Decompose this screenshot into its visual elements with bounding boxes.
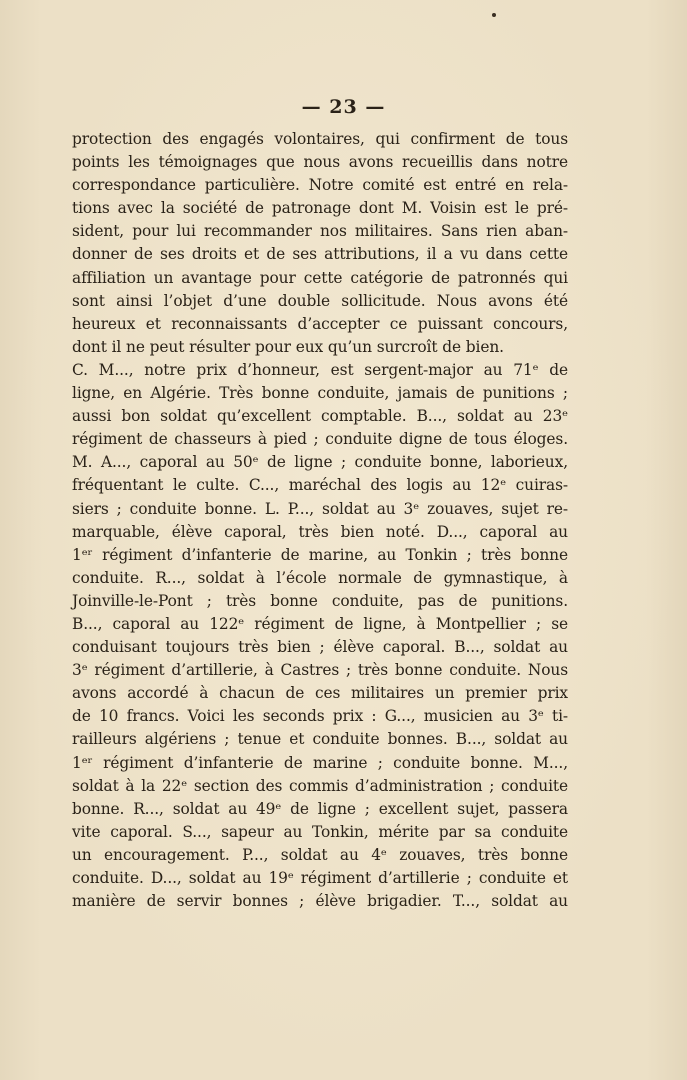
text-line: sont ainsi l’objet d’une double sollicitude. Nous avons été: [72, 291, 568, 310]
text-line: tions avec la société de patronage dont M. Voisin est le pré-: [72, 199, 568, 218]
text-line: dont il ne peut résulter pour eux qu’un surcroît de bien.: [72, 337, 504, 356]
text-line: sident, pour lui recommander nos militaires. Sans rien aban-: [72, 222, 568, 241]
text-line: donner de ses droits et de ses attributions, il a vu dans cette: [72, 245, 568, 264]
text-line: fréquentant le culte. C..., maréchal des logis au 12ᵉ cuiras-: [72, 476, 568, 495]
text-line: conduite. R..., soldat à l’école normale de gymnastique, à: [72, 568, 568, 587]
text-line: ligne, en Algérie. Très bonne conduite, jamais de punitions ;: [72, 384, 568, 403]
text-line: siers ; conduite bonne. L. P..., soldat au 3ᵉ zouaves, sujet re-: [72, 499, 568, 518]
text-line: de 10 francs. Voici les seconds prix : G..., musicien au 3ᵉ ti-: [72, 707, 568, 726]
text-line: heureux et reconnaissants d’accepter ce puissant concours,: [72, 314, 568, 333]
text-line: railleurs algériens ; tenue et conduite bonnes. B..., soldat au: [72, 730, 568, 749]
ink-speck: [492, 13, 496, 17]
text-line: régiment de chasseurs à pied ; conduite digne de tous éloges.: [72, 430, 568, 449]
text-line: bonne. R..., soldat au 49ᵉ de ligne ; excellent sujet, passera: [72, 799, 568, 818]
text-line: manière de servir bonnes ; élève brigadier. T..., soldat au: [72, 892, 568, 911]
text-line: conduite. D..., soldat au 19ᵉ régiment d’artillerie ; conduite et: [72, 869, 568, 887]
text-line: soldat à la 22ᵉ section des commis d’administration ; conduite: [72, 776, 568, 795]
text-line: points les témoignages que nous avons recueillis dans notre: [72, 153, 568, 172]
text-line: Joinville-le-Pont ; très bonne conduite, pas de punitions.: [72, 591, 568, 610]
text-line: conduisant toujours très bien ; élève caporal. B..., soldat au: [72, 638, 568, 657]
text-line: 1ᵉʳ régiment d’infanterie de marine, au Tonkin ; très bonne: [72, 545, 568, 564]
text-line: 1ᵉʳ régiment d’infanterie de marine ; conduite bonne. M...,: [72, 753, 568, 772]
text-line: C. M..., notre prix d’honneur, est sergent-major au 71ᵉ de: [72, 360, 568, 379]
text-line: un encouragement. P..., soldat au 4ᵉ zouaves, très bonne: [72, 845, 568, 864]
page-number: — 23 —: [301, 96, 386, 118]
text-line: avons accordé à chacun de ces militaires un premier prix: [72, 684, 568, 703]
text-line: protection des engagés volontaires, qui confirment de tous: [72, 130, 568, 148]
text-line: correspondance particulière. Notre comité est entré en rela-: [72, 176, 568, 195]
text-line: B..., caporal au 122ᵉ régiment de ligne, à Montpellier ; se: [72, 614, 568, 633]
text-line: affiliation un avantage pour cette catégorie de patronnés qui: [72, 268, 568, 287]
text-line: 3ᵉ régiment d’artillerie, à Castres ; très bonne conduite. Nous: [72, 661, 568, 680]
text-line: marquable, élève caporal, très bien noté. D..., caporal au: [72, 522, 568, 541]
body-text: [72, 128, 568, 913]
text-line: M. A..., caporal au 50ᵉ de ligne ; conduite bonne, laborieux,: [72, 453, 568, 472]
text-line: aussi bon soldat qu’excellent comptable. B..., soldat au 23ᵉ: [72, 407, 568, 426]
text-line: vite caporal. S..., sapeur au Tonkin, mérite par sa conduite: [72, 822, 568, 841]
